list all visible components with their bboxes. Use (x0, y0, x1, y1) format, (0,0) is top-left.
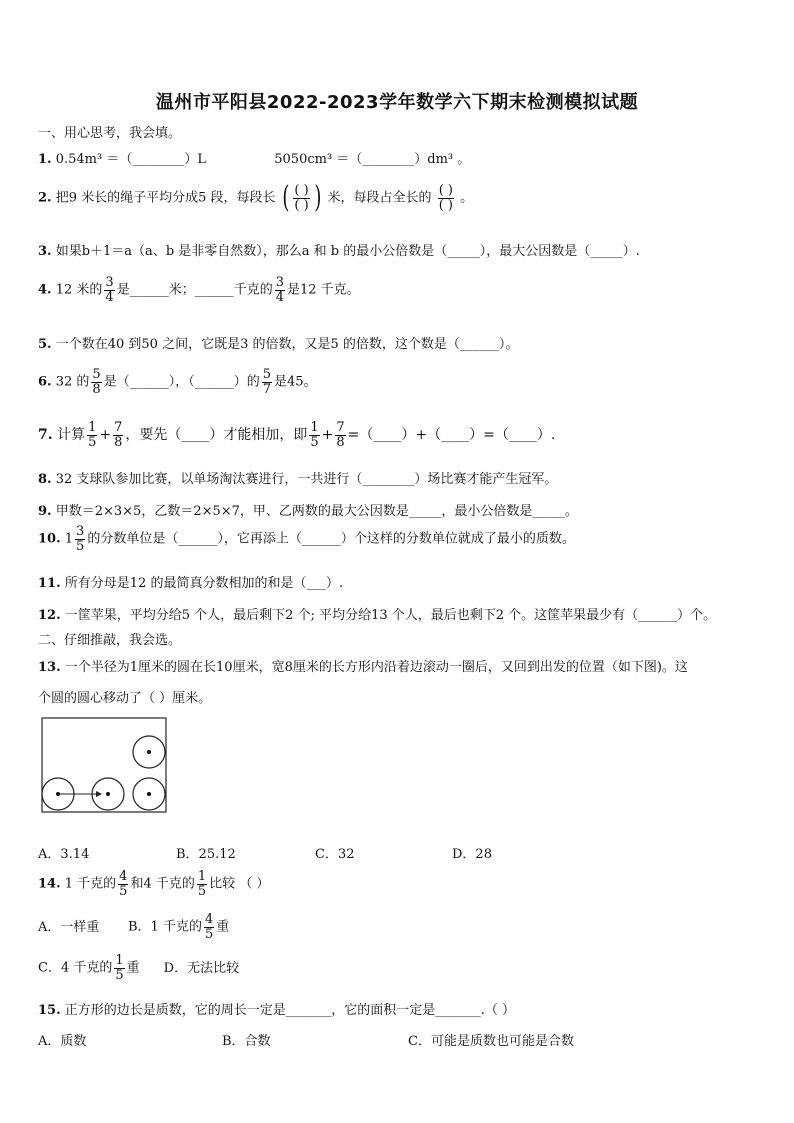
option-a[interactable]: A．3.14 (38, 847, 90, 862)
q7-text-b: ，要先（____）才能相加，即 (125, 427, 308, 444)
q5-text: 一个数在40 到50 之间，它既是3 的倍数，又是5 的倍数，这个数是（______）。 (55, 337, 519, 352)
q6-text-c: 是45。 (273, 374, 317, 390)
question-number: 13. (38, 660, 61, 675)
q2-text-c: 。 (460, 190, 474, 206)
question-number: 1. (38, 152, 52, 167)
rolling-circle-diagram (36, 714, 170, 816)
blank-fraction: $\frac{( )}{( )}$ (294, 182, 309, 213)
q6-text-a: 32 的 (55, 374, 90, 390)
question-5 (38, 333, 518, 352)
question-number: 4. (38, 282, 52, 298)
fraction: $\frac{4}{5}$ (204, 912, 214, 942)
option-c[interactable]: C．32 (315, 847, 355, 862)
q1-part-a: 0.54m³ ＝（________）L (55, 152, 206, 167)
question-2 (38, 180, 474, 215)
circle-center (56, 792, 60, 796)
question-number: 7. (38, 427, 53, 444)
q4-text-c: 是12 千克。 (286, 282, 360, 298)
rectangle-boundary (42, 718, 166, 812)
q6-text-b: 是（______），（______）的 (103, 374, 260, 390)
plus-sign: + (321, 427, 334, 444)
section-heading-fill: 一、用心思考，我会填。 (38, 126, 182, 141)
q15-text: 正方形的边长是质数，它的周长一定是_______，它的面积一定是_______.（ ） (64, 1003, 516, 1018)
question-8 (38, 468, 557, 487)
option-a[interactable]: A．一样重 (38, 919, 100, 935)
question-9 (38, 500, 578, 519)
question-11 (38, 572, 343, 591)
question-14 (38, 870, 269, 898)
option-c[interactable]: C．4 千克的 $\frac{1}{5}$ 重 (38, 953, 140, 983)
option-d[interactable]: D．无法比较 (163, 960, 240, 976)
q12-text: 一筐苹果，平均分给5 个人，最后剩下2 个; 平均分给13 个人，最后也剩下2 个。这筐苹果最少有（______）个。 (64, 608, 717, 623)
q4-text-b: 是______米；______千克的 (116, 282, 273, 298)
q11-text: 所有分母是12 的最简真分数相加的和是（___）. (64, 576, 344, 591)
question-3 (38, 240, 640, 259)
right-bracket: ) (314, 180, 322, 215)
section-heading-choice: 二、仔细推敲，我会选。 (38, 633, 182, 648)
question-7 (38, 421, 555, 449)
blank-fraction: $\frac{( )}{( )}$ (438, 182, 453, 213)
circle-center (147, 750, 151, 754)
q1-part-b: 5050cm³ ＝（________）dm³ 。 (274, 152, 471, 167)
left-bracket: ( (282, 180, 290, 215)
q13-text-line1: 一个半径为1厘米的圆在长10厘米，宽8厘米的长方形内沿着边滚动一圈后，又回到出发的位置（如下图)。这 (64, 660, 688, 675)
option-c[interactable]: C．可能是质数也可能是合数 (408, 1034, 574, 1049)
question-12 (38, 604, 716, 623)
q9-text: 甲数＝2×3×5，乙数＝2×5×7，甲、乙两数的最大公因数是_____，最小公倍数是_____。 (55, 504, 578, 519)
question-number: 9. (38, 504, 52, 519)
q2-text-a: 把9 米长的绳子平均分成5 段，每段长 (55, 190, 276, 206)
fraction: $\frac{4}{5}$ (119, 869, 128, 899)
fraction: $\frac{3}{4}$ (275, 275, 284, 305)
question-6 (38, 368, 317, 396)
mixed-number-whole: 1 (64, 531, 74, 547)
q14-text-c: 比较 （ ） (209, 876, 270, 892)
q3-text: 如果b＋1＝a（a、b 是非零自然数），那么a 和 b 的最小公倍数是（_____），最大公因数是（_____）. (55, 244, 640, 259)
question-number: 3. (38, 244, 52, 259)
question-number: 6. (38, 374, 52, 390)
q14-text-b: 和4 千克的 (130, 876, 195, 892)
q7-text-c: =（____）+（____）=（____）. (347, 427, 556, 444)
fraction: $\frac{3}{5}$ (76, 524, 85, 554)
q7-text-a: 计算 (57, 427, 86, 444)
q15-options (38, 1030, 574, 1049)
fraction: $\frac{5}{7}$ (262, 367, 271, 397)
page-title: 温州市平阳县2022-2023学年数学六下期末检测模拟试题 (155, 92, 639, 113)
question-1 (38, 148, 470, 167)
question-13 (38, 656, 688, 675)
q14-options-row1 (38, 913, 229, 941)
question-number: 15. (38, 1003, 61, 1018)
q8-text: 32 支球队参加比赛，以单场淘汰赛进行，一共进行（________）场比赛才能产生冠军。 (55, 472, 558, 487)
fraction: $\frac{1}{5}$ (197, 869, 207, 899)
circle-center (147, 792, 151, 796)
q4-text-a: 12 米的 (55, 282, 103, 298)
q14-text-a: 1 千克的 (64, 876, 117, 892)
plus-sign: + (99, 427, 112, 444)
q10-text: 的分数单位是（______），它再添上（______）个这样的分数单位就成了最小的质数。 (87, 531, 575, 547)
question-number: 12. (38, 608, 61, 623)
question-number: 5. (38, 337, 52, 352)
question-4 (38, 276, 360, 304)
fraction: $\frac{1}{5}$ (115, 953, 124, 983)
option-b[interactable]: B．25.12 (176, 847, 236, 862)
option-b[interactable]: B．合数 (222, 1034, 271, 1049)
fraction: $\frac{5}{8}$ (92, 367, 101, 397)
question-number: 14. (38, 876, 61, 892)
fraction: $\frac{7}{8}$ (336, 420, 345, 450)
fraction: $\frac{3}{4}$ (105, 275, 114, 305)
arrow-head (96, 791, 102, 797)
question-number: 11. (38, 576, 61, 591)
option-d[interactable]: D．28 (452, 847, 492, 862)
question-number: 8. (38, 472, 52, 487)
question-number: 2. (38, 190, 52, 206)
question-10 (38, 525, 575, 553)
fraction: $\frac{7}{8}$ (114, 420, 123, 450)
question-number: 10. (38, 531, 61, 547)
q13-options (38, 843, 492, 862)
q2-text-b: 米，每段占全长的 (327, 190, 432, 206)
question-15 (38, 999, 515, 1018)
option-b[interactable]: B．1 千克的 $\frac{4}{5}$ 重 (128, 912, 230, 942)
q14-options-row2 (38, 954, 239, 982)
circle-center (106, 792, 110, 796)
fraction: $\frac{1}{5}$ (310, 420, 319, 450)
q13-text-line2: 个圆的圆心移动了（ ）厘米。 (38, 691, 212, 706)
option-a[interactable]: A．质数 (38, 1034, 87, 1049)
fraction: $\frac{1}{5}$ (88, 420, 97, 450)
